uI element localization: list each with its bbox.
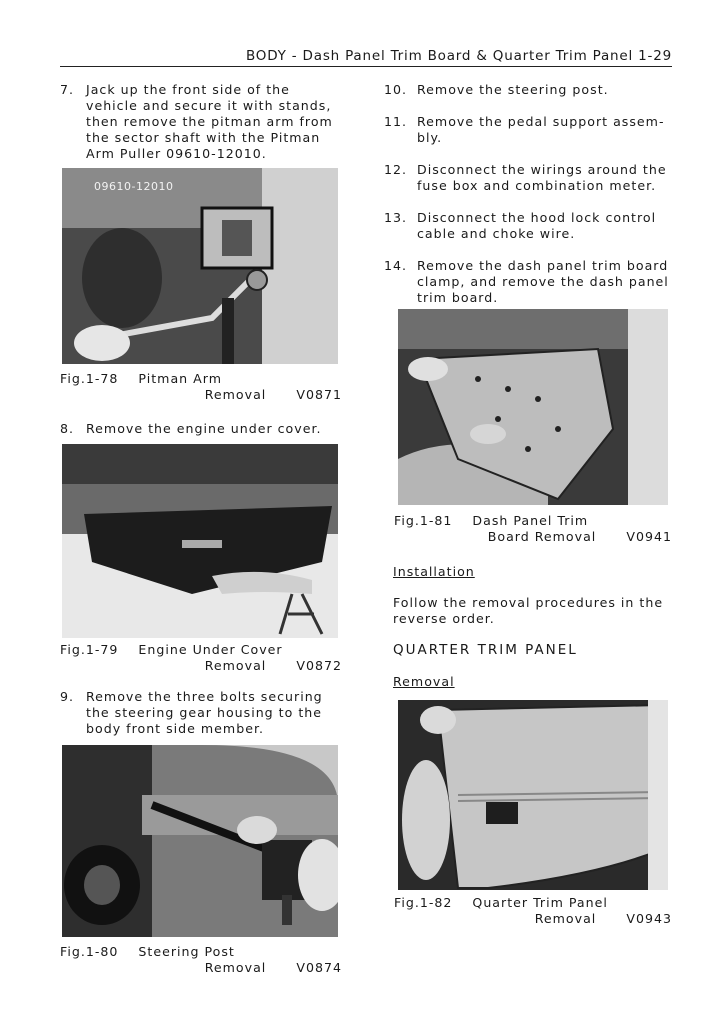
step-line: fuse box and combination meter. [417, 178, 657, 193]
step-number: 7. [60, 82, 75, 97]
step-14 [384, 258, 674, 308]
step-line: Remove the dash panel trim board [417, 258, 669, 273]
step-text [86, 82, 342, 162]
step-text [417, 162, 674, 194]
installation-heading: Installation [393, 564, 475, 579]
fig-79-caption [60, 642, 342, 674]
paragraph-line: reverse order. [393, 611, 495, 626]
step-line: cable and choke wire. [417, 226, 576, 241]
caption-line: Fig.1-78 Pitman Arm [60, 371, 222, 386]
step-line: Remove the three bolts securing [86, 689, 323, 704]
caption-line: Removal V0872 [204, 658, 342, 673]
caption-line: Fig.1-79 Engine Under Cover [60, 642, 283, 657]
fig-82-caption [394, 895, 672, 927]
step-12 [384, 162, 674, 196]
quarter-trim-panel-illustration [398, 700, 668, 890]
step-line: the steering gear housing to the [86, 705, 322, 720]
caption-line: Fig.1-82 Quarter Trim Panel [394, 895, 608, 910]
fig-78-caption [60, 371, 342, 403]
step-line: bly. [417, 130, 443, 145]
step-number: 12. [384, 162, 408, 177]
installation-text [393, 595, 673, 627]
step-line: Arm Puller 09610-12010. [86, 146, 267, 161]
fig-81-caption [394, 513, 672, 545]
step-8 [60, 421, 342, 439]
caption-line: Fig.1-81 Dash Panel Trim [394, 513, 589, 528]
step-10 [384, 82, 674, 100]
step-line: Jack up the front side of the [86, 82, 290, 97]
dash-panel-trim-photo [398, 309, 668, 505]
step-11 [384, 114, 674, 148]
step-number: 9. [60, 689, 75, 704]
step-line: the sector shaft with the Pitman [86, 130, 321, 145]
dash-panel-trim-illustration [398, 309, 668, 505]
step-7 [60, 82, 342, 162]
step-13 [384, 210, 674, 244]
step-text [86, 689, 342, 737]
step-number: 10. [384, 82, 408, 97]
fig-80-caption [60, 944, 342, 976]
engine-under-cover-photo [62, 444, 338, 638]
tool-number-label: 09610-12010 [94, 180, 174, 193]
step-line: Disconnect the hood lock control [417, 210, 657, 225]
caption-line: Removal V0943 [534, 911, 672, 926]
paragraph-line: Follow the removal procedures in the [393, 595, 664, 610]
step-text: Remove the engine under cover. [86, 421, 322, 436]
step-text: Remove the steering post. [417, 82, 609, 97]
engine-under-cover-illustration [62, 444, 338, 638]
step-line: clamp, and remove the dash panel [417, 274, 669, 289]
caption-line: Board Removal V0941 [487, 529, 672, 544]
step-text [417, 258, 674, 306]
step-text [417, 114, 674, 146]
step-line: Remove the pedal support assem- [417, 114, 665, 129]
pitman-arm-photo [62, 168, 338, 364]
step-number: 8. [60, 421, 75, 436]
caption-line: Removal V0871 [204, 387, 342, 402]
step-line: then remove the pitman arm from [86, 114, 333, 129]
step-line: trim board. [417, 290, 499, 305]
quarter-trim-panel-photo [398, 700, 668, 890]
section-title: QUARTER TRIM PANEL [393, 642, 578, 658]
caption-line: Fig.1-80 Steering Post [60, 944, 235, 959]
step-line: Disconnect the wirings around the [417, 162, 667, 177]
header-title: BODY - Dash Panel Trim Board & Quarter Trim Panel 1-29 [245, 48, 672, 64]
step-number: 14. [384, 258, 408, 273]
step-number: 13. [384, 210, 408, 225]
step-line: vehicle and secure it with stands, [86, 98, 332, 113]
step-line: body front side member. [86, 721, 264, 736]
caption-line: Removal V0874 [204, 960, 342, 975]
step-number: 11. [384, 114, 408, 129]
pitman-arm-illustration [62, 168, 338, 364]
step-9 [60, 689, 342, 739]
steering-post-illustration [62, 745, 338, 937]
steering-post-photo [62, 745, 338, 937]
step-text [417, 210, 674, 242]
removal-heading: Removal [393, 674, 455, 689]
page-header [60, 48, 672, 67]
